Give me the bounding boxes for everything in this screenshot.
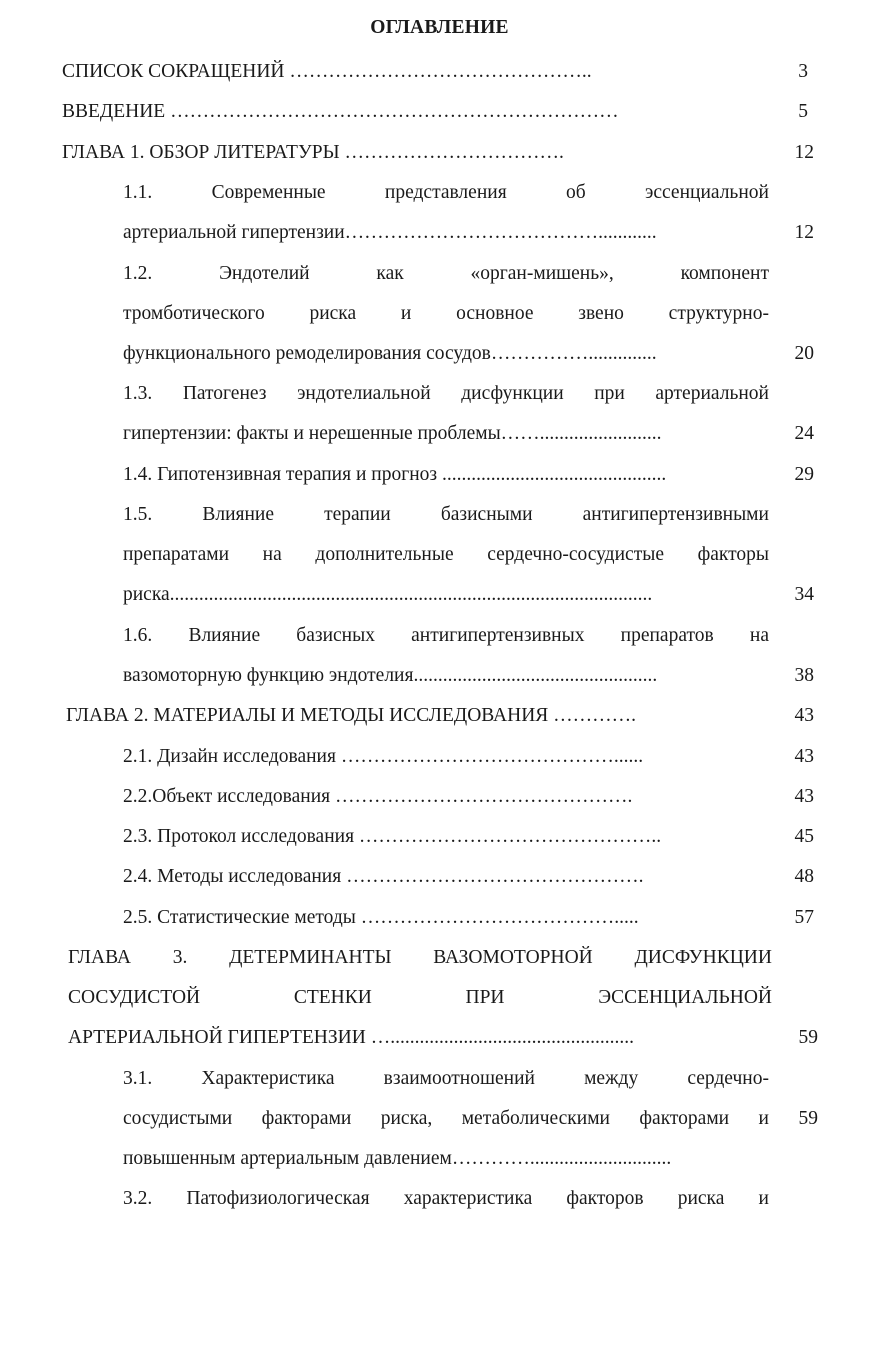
page-number: 43 xyxy=(794,746,814,767)
page-number: 59 xyxy=(798,1027,818,1048)
toc-word: 3.1. xyxy=(123,1068,153,1089)
toc-word: 1.1. xyxy=(123,182,153,203)
toc-word: звено xyxy=(578,303,624,324)
toc-word: Патофизиологическая xyxy=(186,1188,370,1209)
page-number: 12 xyxy=(794,222,814,243)
toc-entry-abbreviations: СПИСОК СОКРАЩЕНИЙ ……………………………………….. xyxy=(62,61,592,82)
toc-entry-2-2: 2.2.Объект исследования ………………………………………. xyxy=(123,786,633,807)
toc-word: базисными xyxy=(440,504,533,525)
toc-word: препаратов xyxy=(620,625,714,646)
toc-word: СТЕНКИ xyxy=(293,987,372,1008)
page-number: 12 xyxy=(794,142,814,163)
toc-entry-1-5-line-1 xyxy=(123,503,769,527)
toc-word: эссенциальной xyxy=(645,182,769,203)
toc-entry-1-6-line-1 xyxy=(123,624,769,648)
toc-word: на xyxy=(262,544,282,565)
toc-entry-3-1-line-1 xyxy=(123,1067,769,1091)
toc-word: метаболическими xyxy=(461,1108,610,1129)
page-title: ОГЛАВЛЕНИЕ xyxy=(370,17,509,38)
toc-word: об xyxy=(566,182,586,203)
page-number: 20 xyxy=(794,343,814,364)
page-number: 43 xyxy=(794,705,814,726)
toc-word: характеристика xyxy=(403,1188,533,1209)
toc-word: ДЕТЕРМИНАНТЫ xyxy=(229,947,392,968)
toc-word: взаимоотношений xyxy=(383,1068,535,1089)
toc-word: 1.6. xyxy=(123,625,153,646)
page-number: 3 xyxy=(798,61,808,82)
page-number: 29 xyxy=(794,464,814,485)
toc-word: дополнительные xyxy=(315,544,454,565)
page-number: 48 xyxy=(794,866,814,887)
toc-entry-1-4: 1.4. Гипотензивная терапия и прогноз .............................................. xyxy=(123,464,667,485)
toc-word: 1.5. xyxy=(123,504,153,525)
toc-entry-1-3-line-1 xyxy=(123,382,769,406)
toc-entry-1-2-line-3: функционального ремоделирования сосудов…………….............. xyxy=(123,343,657,364)
toc-word: Влияние xyxy=(202,504,275,525)
toc-word: терапии xyxy=(324,504,391,525)
toc-entry-1-5-line-3: риска................................................................................................... xyxy=(123,584,653,605)
toc-word: и xyxy=(758,1108,769,1129)
toc-word: сердечно-сосудистые xyxy=(487,544,664,565)
toc-entry-3-2-line-1 xyxy=(123,1187,769,1211)
page-number: 38 xyxy=(794,665,814,686)
page-number: 34 xyxy=(794,584,814,605)
toc-word: основное xyxy=(456,303,534,324)
toc-word: структурно- xyxy=(668,303,769,324)
toc-word: дисфункции xyxy=(461,383,564,404)
toc-word: ВАЗОМОТОРНОЙ xyxy=(433,947,593,968)
toc-word: факторами xyxy=(261,1108,352,1129)
toc-word: между xyxy=(584,1068,639,1089)
toc-word: антигипертензивных xyxy=(411,625,585,646)
toc-word: сердечно- xyxy=(687,1068,769,1089)
toc-entry-1-1-line-1 xyxy=(123,181,769,205)
toc-entry-chapter-1: ГЛАВА 1. ОБЗОР ЛИТЕРАТУРЫ ……………………………. xyxy=(62,142,564,163)
page-number: 24 xyxy=(794,423,814,444)
toc-word: и xyxy=(758,1188,769,1209)
toc-word: при xyxy=(594,383,625,404)
toc-entry-3-1-line-2 xyxy=(123,1107,769,1131)
toc-entry-1-2-line-2 xyxy=(123,302,769,326)
toc-word: компонент xyxy=(680,263,769,284)
toc-entry-2-3: 2.3. Протокол исследования ……………………………………….. xyxy=(123,826,662,847)
toc-entry-2-4: 2.4. Методы исследования ………………………………………. xyxy=(123,866,644,887)
toc-word: и xyxy=(400,303,412,324)
toc-entry-chapter-3-line-1 xyxy=(68,946,772,970)
toc-word: как xyxy=(376,263,404,284)
toc-word: 3.2. xyxy=(123,1188,153,1209)
toc-word: ЭССЕНЦИАЛЬНОЙ xyxy=(598,987,772,1008)
toc-word: на xyxy=(749,625,769,646)
toc-word: СОСУДИСТОЙ xyxy=(68,987,201,1008)
toc-word: риска, xyxy=(380,1108,433,1129)
toc-entry-1-6-line-2: вазомоторную функцию эндотелия.................................................. xyxy=(123,665,658,686)
toc-entry-1-5-line-2 xyxy=(123,543,769,567)
toc-entry-1-2-line-1 xyxy=(123,262,769,286)
toc-entry-chapter-3-line-3: АРТЕРИАЛЬНОЙ ГИПЕРТЕНЗИИ ….................................................. xyxy=(68,1027,634,1048)
toc-entry-chapter-2: ГЛАВА 2. МАТЕРИАЛЫ И МЕТОДЫ ИССЛЕДОВАНИЯ …………. xyxy=(66,705,637,726)
page-number: 5 xyxy=(798,101,808,122)
toc-word: представления xyxy=(384,182,507,203)
toc-word: тромботического xyxy=(123,303,265,324)
toc-entry-2-5: 2.5. Статистические методы …………………………………..... xyxy=(123,907,639,928)
toc-word: антигипертензивными xyxy=(582,504,769,525)
toc-word: 3. xyxy=(172,947,188,968)
toc-word: факторы xyxy=(697,544,769,565)
toc-word: Патогенез xyxy=(182,383,267,404)
toc-entry-chapter-3-line-2 xyxy=(68,986,772,1010)
toc-word: эндотелиальной xyxy=(297,383,431,404)
toc-word: факторов xyxy=(566,1188,644,1209)
toc-word: Влияние xyxy=(188,625,261,646)
toc-word: ГЛАВА xyxy=(68,947,131,968)
toc-entry-introduction: ВВЕДЕНИЕ …………………………………………………………… xyxy=(62,101,619,122)
toc-word: Современные xyxy=(211,182,326,203)
toc-entry-1-1-line-2: артериальной гипертензии…………………………………............ xyxy=(123,222,657,243)
page-number: 43 xyxy=(794,786,814,807)
toc-entry-2-1: 2.1. Дизайн исследования ……………………………………...... xyxy=(123,746,644,767)
toc-word: факторами xyxy=(639,1108,730,1129)
toc-word: артериальной xyxy=(655,383,769,404)
toc-word: 1.2. xyxy=(123,263,153,284)
toc-word: «орган-мишень», xyxy=(470,263,614,284)
toc-word: 1.3. xyxy=(123,383,153,404)
toc-word: ПРИ xyxy=(465,987,505,1008)
page-number: 59 xyxy=(798,1108,818,1129)
toc-word: ДИСФУНКЦИИ xyxy=(634,947,772,968)
toc-word: препаратами xyxy=(123,544,230,565)
toc-entry-1-3-line-2: гипертензии: факты и нерешенные проблемы……......................... xyxy=(123,423,662,444)
toc-word: риска xyxy=(677,1188,725,1209)
page-number: 57 xyxy=(794,907,814,928)
toc-word: риска xyxy=(309,303,357,324)
toc-word: Характеристика xyxy=(201,1068,335,1089)
toc-word: сосудистыми xyxy=(123,1108,233,1129)
toc-entry-3-1-line-3: повышенным артериальным давлением…………............................. xyxy=(123,1148,672,1169)
page-number: 45 xyxy=(794,826,814,847)
toc-word: базисных xyxy=(296,625,375,646)
toc-word: Эндотелий xyxy=(219,263,310,284)
